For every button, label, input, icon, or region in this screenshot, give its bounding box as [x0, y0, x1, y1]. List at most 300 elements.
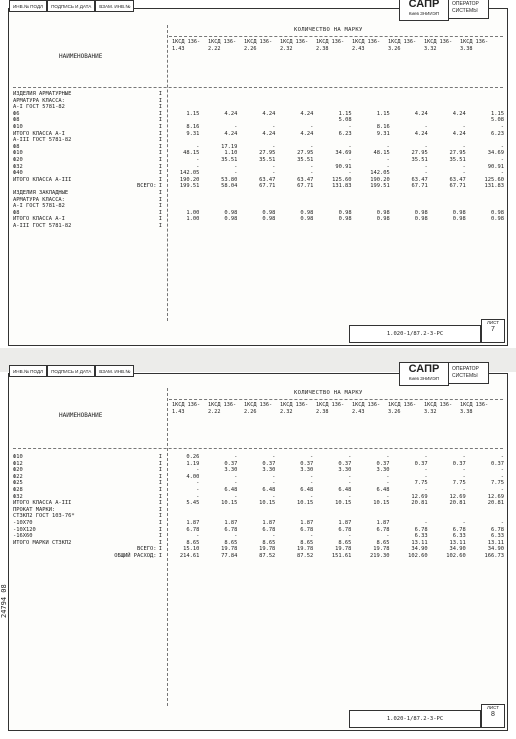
table-cell — [355, 190, 393, 197]
table-cell — [469, 137, 507, 144]
table-cell: 8.16 — [186, 123, 200, 130]
table-cell: 102.60 — [408, 552, 428, 559]
table-row — [9, 500, 507, 507]
row-separator: I — [158, 493, 162, 500]
table-cell: 1.15 — [186, 110, 200, 117]
table-cell: 4.24 — [262, 110, 276, 117]
table-cell: - — [424, 454, 428, 460]
table-cell: 10.15 — [335, 500, 352, 507]
table-cell: 1.87 — [262, 519, 276, 526]
table-cell: 8.65 — [376, 539, 390, 546]
row-label: Ф8 — [13, 209, 20, 216]
row-label: АРМАТУРА КЛАССА: — [13, 196, 65, 203]
table-cell — [393, 197, 431, 204]
row-label: ОБЩИЙ РАСХОД: — [114, 552, 157, 559]
row-separator: I — [158, 209, 162, 216]
table-cell: - — [386, 473, 390, 480]
table-cell: 6.48 — [224, 486, 238, 493]
table-cell: 0.37 — [262, 460, 276, 467]
row-label: ИТОГО КЛАССА А-III — [13, 176, 72, 183]
row-label: -16Х60 — [13, 533, 33, 540]
table-cell: 19.78 — [259, 546, 276, 553]
table-cell: - — [348, 123, 352, 130]
table-cell — [164, 197, 202, 204]
table-row — [9, 533, 507, 540]
table-cell — [393, 104, 431, 111]
table-cell: 27.95 — [259, 150, 276, 157]
table-cell: 219.30 — [370, 552, 390, 559]
column-header: 1КСД 136-2.22 — [208, 402, 237, 415]
table-cell — [469, 223, 507, 230]
table-cell: 3.30 — [376, 467, 390, 474]
table-cell: - — [234, 493, 238, 500]
table-cell: - — [310, 493, 314, 500]
table-cell: 125.60 — [484, 176, 504, 183]
table-cell: 0.98 — [338, 216, 352, 223]
table-cell: - — [500, 473, 504, 480]
table-cell: - — [310, 170, 314, 177]
table-cell: 8.65 — [224, 539, 238, 546]
table-cell — [469, 513, 507, 520]
table-cell: 12.69 — [411, 493, 428, 500]
quantity-header: КОЛИЧЕСТВО НА МАРКУ — [294, 27, 363, 33]
table-cell — [202, 513, 240, 520]
table-cell: 4.24 — [224, 110, 238, 117]
table-cell: 12.69 — [449, 493, 466, 500]
table-cell: - — [348, 143, 352, 150]
table-cell: - — [500, 156, 504, 163]
table-cell: 35.51 — [297, 156, 314, 163]
table-cell: - — [234, 454, 238, 460]
table-cell: - — [196, 156, 200, 163]
table-cell: 6.78 — [224, 526, 238, 533]
table-cell: 1.87 — [300, 519, 314, 526]
table-row — [9, 461, 507, 468]
table-cell: - — [348, 156, 352, 163]
table-cell: 34.69 — [335, 150, 352, 157]
table-cell: 35.51 — [259, 156, 276, 163]
table-cell: - — [234, 533, 238, 540]
row-separator: I — [158, 480, 162, 487]
table-cell: 1.19 — [186, 460, 200, 467]
table-cell — [431, 203, 469, 210]
row-label: Ф40 — [13, 170, 23, 177]
table-cell: 0.98 — [452, 209, 466, 216]
table-cell: 87.52 — [259, 552, 276, 559]
table-cell: 125.60 — [332, 176, 352, 183]
table-cell: 20.81 — [487, 500, 504, 507]
row-separator: I — [158, 506, 162, 513]
table-cell: - — [272, 473, 276, 480]
column-header: 1КСД 136-2.22 — [208, 39, 237, 52]
table-cell: 6.78 — [186, 526, 200, 533]
table-cell: 20.81 — [411, 500, 428, 507]
table-cell: 20.81 — [449, 500, 466, 507]
table-cell: - — [310, 143, 314, 150]
table-cell — [393, 117, 431, 124]
table-cell: 8.65 — [262, 539, 276, 546]
table-cell: 1.10 — [224, 150, 238, 157]
column-headers — [172, 39, 496, 52]
table-cell — [431, 197, 469, 204]
table-cell: 10.15 — [373, 500, 390, 507]
table-cell: 1.15 — [491, 110, 504, 117]
table-cell: 7.75 — [491, 480, 504, 487]
table-cell: 0.98 — [376, 209, 390, 216]
table-cell: 13.11 — [487, 539, 504, 546]
table-cell: 102.60 — [446, 552, 466, 559]
row-label: Ф32 — [13, 163, 23, 170]
table-cell — [431, 98, 469, 105]
table-cell — [278, 98, 316, 105]
table-cell: - — [500, 170, 504, 177]
table-cell: - — [348, 533, 352, 540]
table-cell — [431, 223, 469, 230]
name-column-header: НАИМЕНОВАНИЕ — [59, 53, 103, 60]
table-row — [9, 190, 507, 197]
table-row — [9, 91, 507, 98]
table-cell: - — [424, 170, 428, 177]
row-label: Ф12 — [13, 460, 23, 467]
table-row — [9, 540, 507, 547]
table-cell — [164, 137, 202, 144]
table-cell — [164, 190, 202, 197]
table-cell: - — [462, 486, 466, 493]
table-cell: 3.30 — [224, 467, 238, 474]
table-row — [9, 124, 507, 131]
row-separator: I — [158, 196, 162, 203]
table-cell: 19.78 — [221, 546, 238, 553]
table-cell: 6.78 — [491, 526, 504, 533]
table-cell: 0.98 — [300, 209, 314, 216]
table-cell: 3.30 — [300, 467, 314, 474]
row-label: ИТОГО КЛАССА А-III — [13, 500, 72, 507]
table-cell — [355, 98, 393, 105]
table-cell: 15.10 — [183, 546, 200, 553]
table-cell: - — [348, 473, 352, 480]
table-cell: 35.51 — [411, 156, 428, 163]
table-cell: 19.78 — [373, 546, 390, 553]
table-cell — [354, 513, 392, 520]
table-cell — [469, 190, 507, 197]
table-cell: 6.33 — [414, 533, 428, 540]
row-label: -10Х120 — [13, 526, 36, 533]
table-cell — [431, 190, 469, 197]
column-header: 1КСД 136-3.32 — [424, 39, 453, 52]
table-cell: - — [462, 170, 466, 177]
table-row — [9, 150, 507, 157]
table-cell: 8.65 — [338, 539, 352, 546]
table-cell: - — [272, 170, 276, 177]
table-cell: - — [196, 486, 200, 493]
table-cell: - — [348, 493, 352, 500]
table-cell: - — [462, 163, 466, 170]
table-cell: 53.80 — [221, 176, 238, 183]
row-label: A-III ГОСТ 5781-82 — [13, 222, 72, 229]
table-cell: 17.19 — [221, 143, 238, 150]
table-cell — [164, 203, 202, 210]
sheet-number: 8 — [491, 711, 495, 718]
sheet-number: 7 — [491, 326, 495, 333]
table-cell: 27.95 — [297, 150, 314, 157]
table-cell: 8.16 — [376, 123, 390, 130]
table-cell: - — [272, 454, 276, 460]
table-row — [9, 170, 507, 177]
table-cell: - — [462, 473, 466, 480]
table-cell: 0.98 — [491, 209, 504, 216]
column-headers — [172, 402, 496, 415]
row-label: A-I ГОСТ 5781-82 — [13, 104, 65, 111]
table-cell: - — [462, 467, 466, 474]
table-cell: 3.30 — [338, 467, 352, 474]
table-cell: - — [386, 454, 390, 460]
table-cell: 6.33 — [491, 533, 504, 540]
table-cell: 6.48 — [300, 486, 314, 493]
table-cell: - — [234, 163, 238, 170]
table-cell: 6.78 — [262, 526, 276, 533]
table-cell: - — [272, 533, 276, 540]
sheet-number-box: ЛИСТ 7 — [481, 319, 505, 343]
table-cell — [240, 104, 278, 111]
table-cell — [164, 507, 202, 514]
stamp-cell-sign: ПОДПИСЬ И ДАТА — [47, 365, 95, 377]
table-cell: 0.98 — [491, 216, 504, 223]
table-cell — [202, 117, 240, 124]
table-cell: 10.15 — [259, 500, 276, 507]
column-header: 1КСД 136-2.26 — [244, 39, 273, 52]
table-cell: 48.15 — [373, 150, 390, 157]
column-header: 1КСД 136-3.26 — [388, 39, 417, 52]
table-cell: 0.37 — [491, 460, 504, 467]
table-cell — [355, 197, 393, 204]
column-header: 1КСД 136-2.26 — [244, 402, 273, 415]
table-cell — [278, 117, 316, 124]
table-cell: - — [234, 480, 238, 487]
table-row — [9, 520, 507, 527]
row-label: Ф32 — [13, 493, 23, 500]
table-cell: 8.65 — [186, 539, 200, 546]
row-label: АРМАТУРА КЛАССА: — [13, 97, 65, 104]
row-separator: I — [158, 176, 162, 183]
materials-table — [9, 454, 507, 560]
column-header: 1КСД 136-2.38 — [316, 402, 345, 415]
stamp-cell-sign: ПОДПИСЬ И ДАТА — [47, 0, 95, 12]
table-cell — [316, 91, 354, 98]
table-cell: 5.08 — [338, 117, 352, 124]
table-row — [9, 131, 507, 138]
table-cell — [202, 91, 240, 98]
table-cell: 6.78 — [376, 526, 390, 533]
table-cell — [393, 137, 431, 144]
table-cell: - — [272, 163, 276, 170]
column-header: 1КСД 136-3.38 — [460, 402, 489, 415]
stamp-cell-inv: ИНВ.№ ПОДЛ — [9, 365, 47, 377]
table-row — [9, 210, 507, 217]
table-cell: 67.71 — [411, 183, 428, 190]
table-cell: - — [500, 123, 504, 130]
table-cell: 67.71 — [449, 183, 466, 190]
column-header: 1КСД 136-3.32 — [424, 402, 453, 415]
table-cell: 10.15 — [297, 500, 314, 507]
table-cell: 6.78 — [452, 526, 466, 533]
table-cell — [469, 104, 507, 111]
table-cell: 90.91 — [335, 163, 352, 170]
table-cell: - — [386, 480, 390, 487]
table-cell: 9.31 — [186, 130, 200, 137]
row-label: Ф8 — [13, 143, 20, 150]
table-cell: 8.65 — [300, 539, 314, 546]
table-cell: 13.11 — [411, 539, 428, 546]
table-cell: - — [500, 143, 504, 150]
row-label: Ф22 — [13, 473, 23, 480]
row-label: Ф8 — [13, 117, 20, 124]
table-cell: - — [424, 143, 428, 150]
table-cell — [164, 117, 202, 124]
table-cell — [316, 104, 354, 111]
table-cell: - — [196, 163, 200, 170]
column-header: 1КСД 136-1.43 — [172, 402, 201, 415]
table-cell: 63.47 — [411, 176, 428, 183]
table-cell: - — [424, 467, 428, 474]
table-cell — [278, 507, 316, 514]
table-cell: 0.98 — [452, 216, 466, 223]
table-cell: 6.78 — [300, 526, 314, 533]
table-cell — [355, 104, 393, 111]
table-cell — [202, 507, 240, 514]
table-cell — [278, 203, 316, 210]
table-row — [9, 183, 507, 190]
table-cell — [316, 203, 354, 210]
table-cell: - — [272, 123, 276, 130]
table-row — [9, 507, 507, 514]
table-cell — [202, 137, 240, 144]
row-separator: I — [158, 189, 162, 196]
table-cell: - — [234, 170, 238, 177]
column-header: 1КСД 136-3.26 — [388, 402, 417, 415]
table-cell — [469, 197, 507, 204]
table-cell: - — [462, 143, 466, 150]
table-cell: 5.45 — [186, 500, 200, 507]
table-cell: 190.20 — [179, 176, 200, 183]
operator-box: ОПЕРАТОР СИСТЕМЫ — [449, 0, 489, 19]
table-cell: - — [196, 467, 200, 474]
table-cell: 4.24 — [262, 130, 276, 137]
table-cell: 0.98 — [262, 216, 276, 223]
table-cell: - — [310, 533, 314, 540]
row-separator: I — [158, 216, 162, 223]
table-cell — [316, 197, 354, 204]
table-cell: 9.31 — [376, 130, 390, 137]
table-cell: - — [500, 454, 504, 460]
table-cell — [278, 513, 316, 520]
table-cell — [164, 223, 202, 230]
table-cell: 1.15 — [376, 110, 390, 117]
table-cell — [202, 223, 240, 230]
table-cell: 67.71 — [259, 183, 276, 190]
table-cell: 0.98 — [376, 216, 390, 223]
table-cell — [431, 137, 469, 144]
table-cell: - — [424, 163, 428, 170]
table-cell — [240, 223, 278, 230]
table-cell — [240, 513, 278, 520]
doc-code: 1.020-1/87.2-3-РС — [349, 710, 481, 728]
table-cell: 6.48 — [376, 486, 390, 493]
table-row — [9, 203, 507, 210]
row-separator: I — [158, 486, 162, 493]
table-cell — [431, 117, 469, 124]
table-cell: 90.91 — [487, 163, 504, 170]
table-cell: 0.37 — [452, 460, 466, 467]
row-label: Ф6 — [13, 110, 20, 117]
table-cell: - — [234, 123, 238, 130]
table-cell: 214.61 — [179, 552, 200, 559]
table-row — [9, 164, 507, 171]
table-cell: 34.90 — [487, 546, 504, 553]
table-row — [9, 117, 507, 124]
table-cell: 0.37 — [376, 460, 390, 467]
table-cell: 34.69 — [487, 150, 504, 157]
row-separator: I — [158, 519, 162, 526]
table-cell — [469, 91, 507, 98]
row-separator: I — [158, 183, 162, 190]
stamp-cell-inv: ИНВ.№ ПОДЛ — [9, 0, 47, 12]
table-cell: - — [310, 123, 314, 130]
table-cell: 0.98 — [262, 209, 276, 216]
table-row — [9, 98, 507, 105]
table-cell — [393, 91, 431, 98]
row-label: Ф20 — [13, 467, 23, 474]
table-cell: - — [310, 480, 314, 487]
table-cell: 7.75 — [452, 480, 466, 487]
table-cell: - — [500, 467, 504, 474]
table-row — [9, 177, 507, 184]
table-row — [9, 513, 507, 520]
table-cell — [240, 507, 278, 514]
table-cell: - — [462, 454, 466, 460]
table-cell: - — [234, 473, 238, 480]
row-separator: I — [158, 473, 162, 480]
table-cell — [316, 507, 354, 514]
row-label: ИЗДЕЛИЯ АРМАТУРНЫЕ — [13, 91, 72, 97]
table-row — [9, 553, 507, 560]
table-cell: - — [348, 170, 352, 177]
table-cell: - — [196, 143, 200, 150]
table-cell: 0.98 — [300, 216, 314, 223]
table-cell: 3.30 — [262, 467, 276, 474]
table-cell — [431, 104, 469, 111]
sapr-logo: САПР Киев ЗНИИЭП — [399, 362, 449, 386]
table-cell: - — [386, 143, 390, 150]
table-cell: 58.04 — [221, 183, 238, 190]
table-cell — [355, 223, 393, 230]
table-cell: 34.90 — [449, 546, 466, 553]
row-separator: I — [158, 526, 162, 533]
table-row — [9, 480, 507, 487]
table-cell: 63.47 — [297, 176, 314, 183]
table-cell — [393, 203, 431, 210]
table-cell: - — [424, 473, 428, 480]
row-separator: I — [158, 163, 162, 170]
table-cell: 0.37 — [338, 460, 352, 467]
table-row — [9, 546, 507, 553]
table-cell: - — [272, 480, 276, 487]
row-label: Ф25 — [13, 480, 23, 487]
table-cell: 0.37 — [224, 460, 238, 467]
table-row — [9, 216, 507, 223]
table-row — [9, 467, 507, 474]
table-cell — [469, 507, 507, 514]
table-cell: - — [424, 123, 428, 130]
